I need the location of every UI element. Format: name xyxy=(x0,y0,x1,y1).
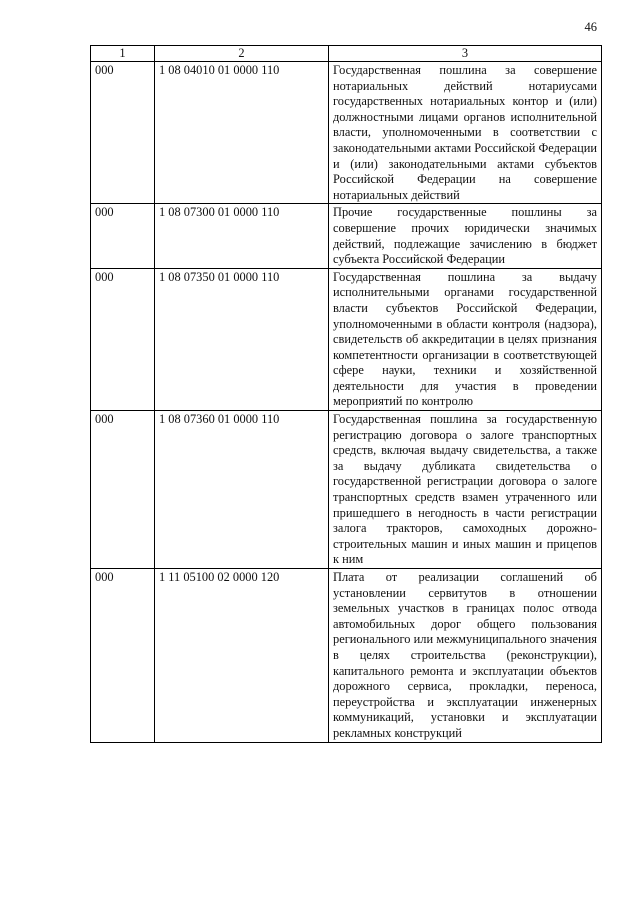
admin-code-cell: 000 xyxy=(91,569,155,743)
description-cell: Государственная пошлина за совершение нотариальных действий нотариусами государственных нотариальных контор и (или) должностными лицами органов исполнительной власти, уполномоченными в соответствии с законодательными актами Российской Федерации и (или) законодательными актами субъектов Российской Федерации на совершение нотариальных действий xyxy=(329,62,602,204)
kbk-code-cell: 1 08 07350 01 0000 110 xyxy=(155,268,329,410)
kbk-code-cell: 1 08 07300 01 0000 110 xyxy=(155,204,329,268)
description-cell: Прочие государственные пошлины за совершение прочих юридически значимых действий, подлежащие зачислению в бюджет субъекта Российской Федерации xyxy=(329,204,602,268)
column-header-3: 3 xyxy=(329,46,602,62)
kbk-code-cell: 1 08 04010 01 0000 110 xyxy=(155,62,329,204)
column-header-1: 1 xyxy=(91,46,155,62)
description-cell: Государственная пошлина за выдачу исполнительными органами государственной власти субъектов Российской Федерации, уполномоченными в области контроля (надзора), свидетельств об аккредитации в целях признания компетентности организации в соответствующей сфере науки, техники и хозяйственной деятельности для участия в проведении мероприятий по контролю xyxy=(329,268,602,410)
table-row xyxy=(91,569,602,743)
table-row xyxy=(91,268,602,410)
admin-code-cell: 000 xyxy=(91,411,155,569)
description-cell: Государственная пошлина за государственную регистрацию договора о залоге транспортных средств, включая выдачу свидетельства, а также за выдачу дубликата свидетельства о государственной регистрации договора о залоге транспортных средств взамен утраченного или пришедшего в негодность в части регистрации залога тракторов, самоходных дорожно-строительных машин и иных машин и прицепов к ним xyxy=(329,411,602,569)
description-cell: Плата от реализации соглашений об установлении сервитутов в отношении земельных участков в границах полос отвода автомобильных дорог общего пользования регионального или межмуниципального значения в целях строительства (реконструкции), капитального ремонта и эксплуатации объектов дорожного сервиса, прокладки, переноса, переустройства и эксплуатации инженерных коммуникаций, установки и эксплуатации рекламных конструкций xyxy=(329,569,602,743)
table-row xyxy=(91,411,602,569)
admin-code-cell: 000 xyxy=(91,204,155,268)
page-number: 46 xyxy=(584,20,597,34)
kbk-code-cell: 1 08 07360 01 0000 110 xyxy=(155,411,329,569)
admin-code-cell: 000 xyxy=(91,268,155,410)
admin-code-cell: 000 xyxy=(91,62,155,204)
table-row xyxy=(91,62,602,204)
budget-codes-table xyxy=(90,45,602,743)
table-row xyxy=(91,204,602,268)
column-header-2: 2 xyxy=(155,46,329,62)
kbk-code-cell: 1 11 05100 02 0000 120 xyxy=(155,569,329,743)
table-header-row xyxy=(91,46,602,62)
